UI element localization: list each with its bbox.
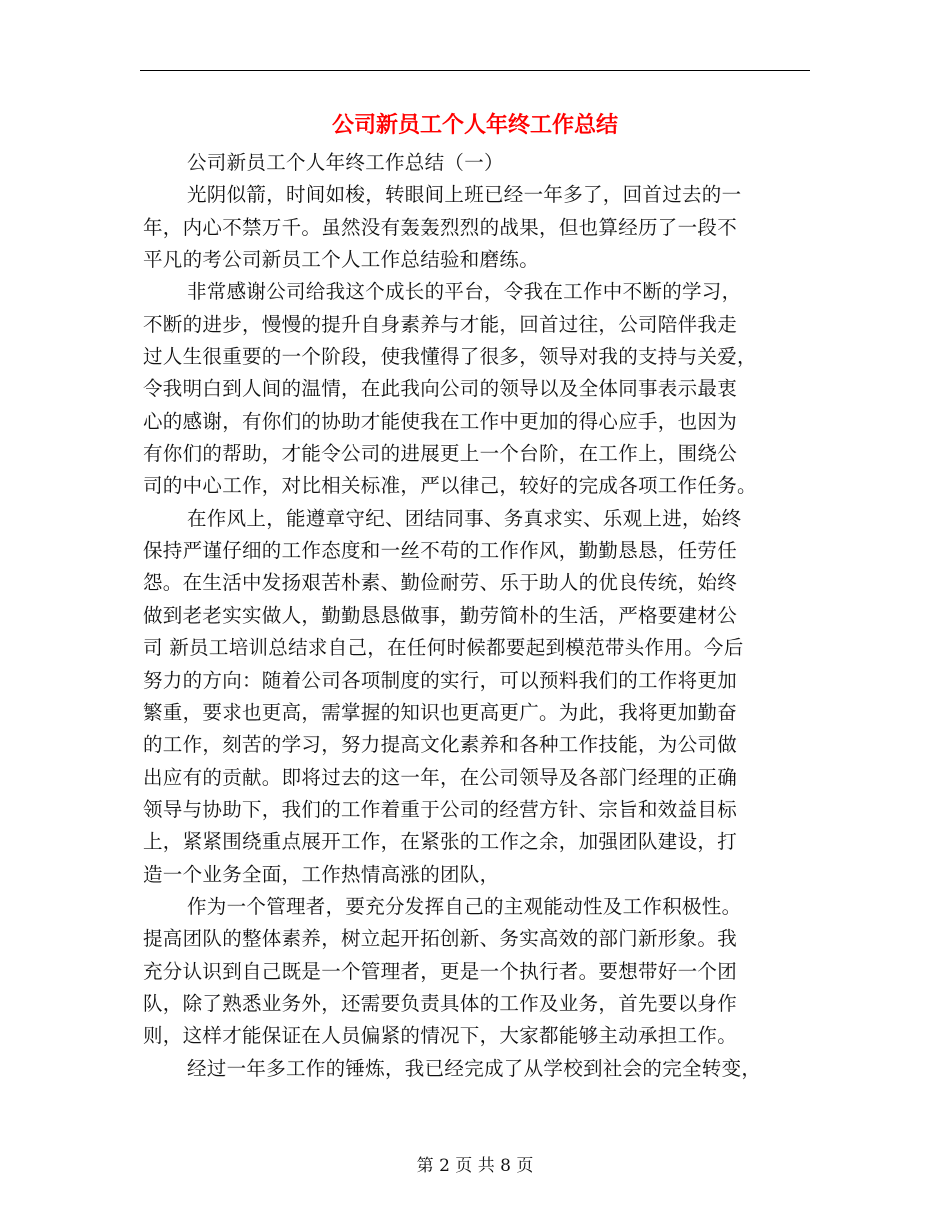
body-line: 年，内心不禁万千。虽然没有轰轰烈烈的战果，但也算经历了一段不	[143, 215, 738, 239]
body-line: 的工作，刻苦的学习，努力提高文化素养和各种工作技能，为公司做	[143, 733, 738, 757]
body-line: 怨。在生活中发扬艰苦朴素、勤俭耐劳、乐于助人的优良传统，始终	[143, 571, 738, 595]
body-line: 不断的进步，慢慢的提升自身素养与才能，回首过往，公司陪伴我走	[143, 312, 738, 336]
body-line: 非常感谢公司给我这个成长的平台，令我在工作中不断的学习，	[187, 280, 742, 304]
body-line: 上，紧紧围绕重点展开工作，在紧张的工作之余，加强团队建设，打	[143, 830, 738, 854]
body-line: 司的中心工作，对比相关标准，严以律己，较好的完成各项工作任务。	[143, 474, 757, 498]
document-title: 公司新员工个人年终工作总结	[331, 112, 618, 138]
body-line: 繁重，要求也更高，需掌握的知识也更高更广。为此，我将更加勤奋	[143, 700, 738, 724]
body-line: 令我明白到人间的温情，在此我向公司的领导以及全体同事表示最衷	[143, 377, 738, 401]
body-line: 队，除了熟悉业务外，还需要负责具体的工作及业务，首先要以身作	[143, 991, 738, 1015]
body-line: 则，这样才能保证在人员偏紧的情况下，大家都能够主动承担工作。	[143, 1024, 738, 1048]
body-line: 公司新员工个人年终工作总结（一）	[187, 151, 504, 174]
body-line: 造一个业务全面，工作热情高涨的团队，	[143, 862, 500, 886]
body-line: 光阴似箭，时间如梭，转眼间上班已经一年多了，回首过去的一	[187, 183, 742, 207]
body-line: 司 新员工培训总结求自己，在任何时候都要起到模范带头作用。今后	[143, 636, 744, 660]
body-line: 在作风上，能遵章守纪、团结同事、务真求实、乐观上进，始终	[187, 506, 742, 530]
body-line: 保持严谨仔细的工作态度和一丝不苟的工作作风，勤勤恳恳，任劳任	[143, 539, 738, 563]
body-line: 提高团队的整体素养，树立起开拓创新、务实高效的部门新形象。我	[143, 927, 738, 951]
body-line: 有你们的帮助，才能令公司的进展更上一个台阶，在工作上，围绕公	[143, 442, 738, 466]
body-line: 出应有的贡献。即将过去的这一年，在公司领导及各部门经理的正确	[143, 765, 738, 789]
body-line: 经过一年多工作的锤炼，我已经完成了从学校到社会的完全转变，	[187, 1056, 762, 1080]
body-line: 努力的方向：随着公司各项制度的实行，可以预料我们的工作将更加	[143, 668, 738, 692]
body-line: 充分认识到自己既是一个管理者，更是一个执行者。要想带好一个团	[143, 959, 738, 983]
body-line: 领导与协助下，我们的工作着重于公司的经营方针、宗旨和效益目标	[143, 797, 738, 821]
body-line: 平凡的考公司新员工个人工作总结验和磨练。	[143, 248, 540, 272]
body-line: 作为一个管理者，要充分发挥自己的主观能动性及工作积极性。	[187, 894, 742, 918]
page-number: 第 2 页 共 8 页	[416, 1156, 534, 1176]
body-line: 做到老老实实做人，勤勤恳恳做事，勤劳简朴的生活，严格要建材公	[143, 603, 738, 627]
document-body	[143, 147, 815, 1085]
body-line: 过人生很重要的一个阶段，使我懂得了很多，领导对我的支持与关爱，	[143, 345, 757, 369]
header-rule	[140, 70, 810, 71]
body-line: 心的感谢，有你们的协助才能使我在工作中更加的得心应手，也因为	[143, 409, 738, 433]
